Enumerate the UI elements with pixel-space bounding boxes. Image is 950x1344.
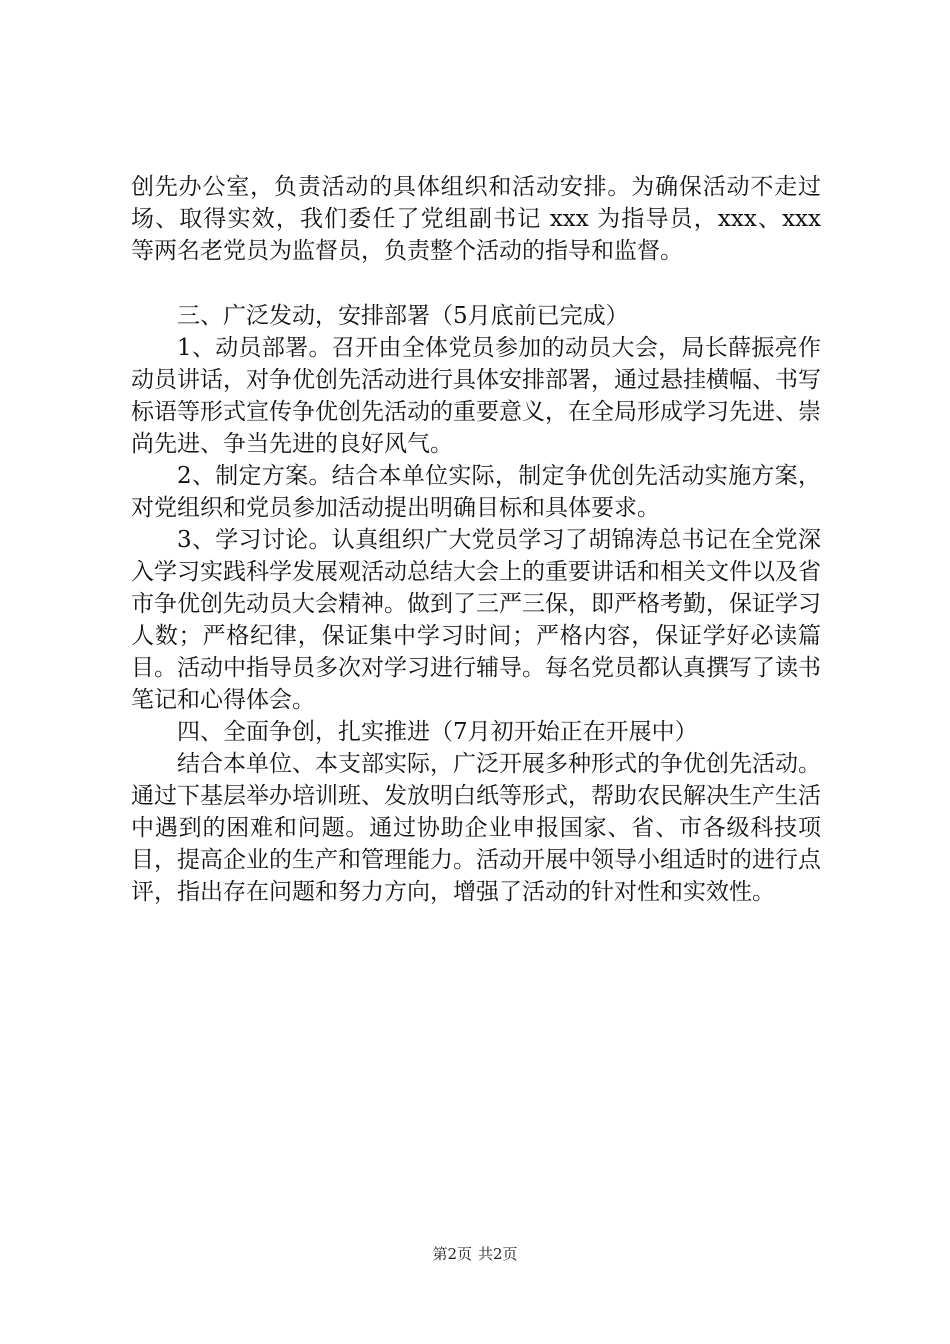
paragraph-mobilization: 1、动员部署。召开由全体党员参加的动员大会，局长薛振亮作动员讲话，对争优创先活动进行具体安排部署，通过悬挂横幅、书写标语等形式宣传争优创先活动的重要意义，在全局形成学习先进、崇尚先进、争当先进的良好风气。 — [131, 335, 821, 457]
page-number-current: 第2页 — [432, 1245, 472, 1263]
page-footer — [0, 1244, 950, 1264]
page-number-total: 共2页 — [478, 1245, 518, 1263]
paragraph-1: 创先办公室，负责活动的具体组织和活动安排。为确保活动不走过场、取得实效，我们委任了党组副书记 xxx 为指导员，xxx、xxx 等两名老党员为监督员，负责整个活动的指导和监督。 — [131, 174, 821, 264]
paragraph-plan: 2、制定方案。结合本单位实际，制定争优创先活动实施方案，对党组织和党员参加活动提出明确目标和具体要求。 — [131, 463, 821, 521]
paragraph-gap — [131, 267, 821, 300]
paragraph-study: 3、学习讨论。认真组织广大党员学习了胡锦涛总书记在全党深入学习实践科学发展观活动总结大会上的重要讲话和相关文件以及省市争优创先动员大会精神。做到了三严三保，即严格考勤，保证学习人数；严格纪律，保证集中学习时间；严格内容，保证学好必读篇目。活动中指导员多次对学习进行辅导。每名党员都认真撰写了读书笔记和心得体会。 — [131, 527, 821, 713]
paragraph-activities: 结合本单位、本支部实际，广泛开展多种形式的争优创先活动。通过下基层举办培训班、发放明白纸等形式，帮助农民解决生产生活中遇到的困难和问题。通过协助企业申报国家、省、市各级科技项目，提高企业的生产和管理能力。活动开展中领导小组适时的进行点评，指出存在问题和努力方向，增强了活动的针对性和实效性。 — [131, 751, 821, 905]
section-heading-4: 四、全面争创，扎实推进（7月初开始正在开展中） — [177, 719, 698, 745]
document-body — [131, 171, 821, 908]
section-heading-3: 三、广泛发动，安排部署（5月底前已完成） — [177, 303, 629, 329]
